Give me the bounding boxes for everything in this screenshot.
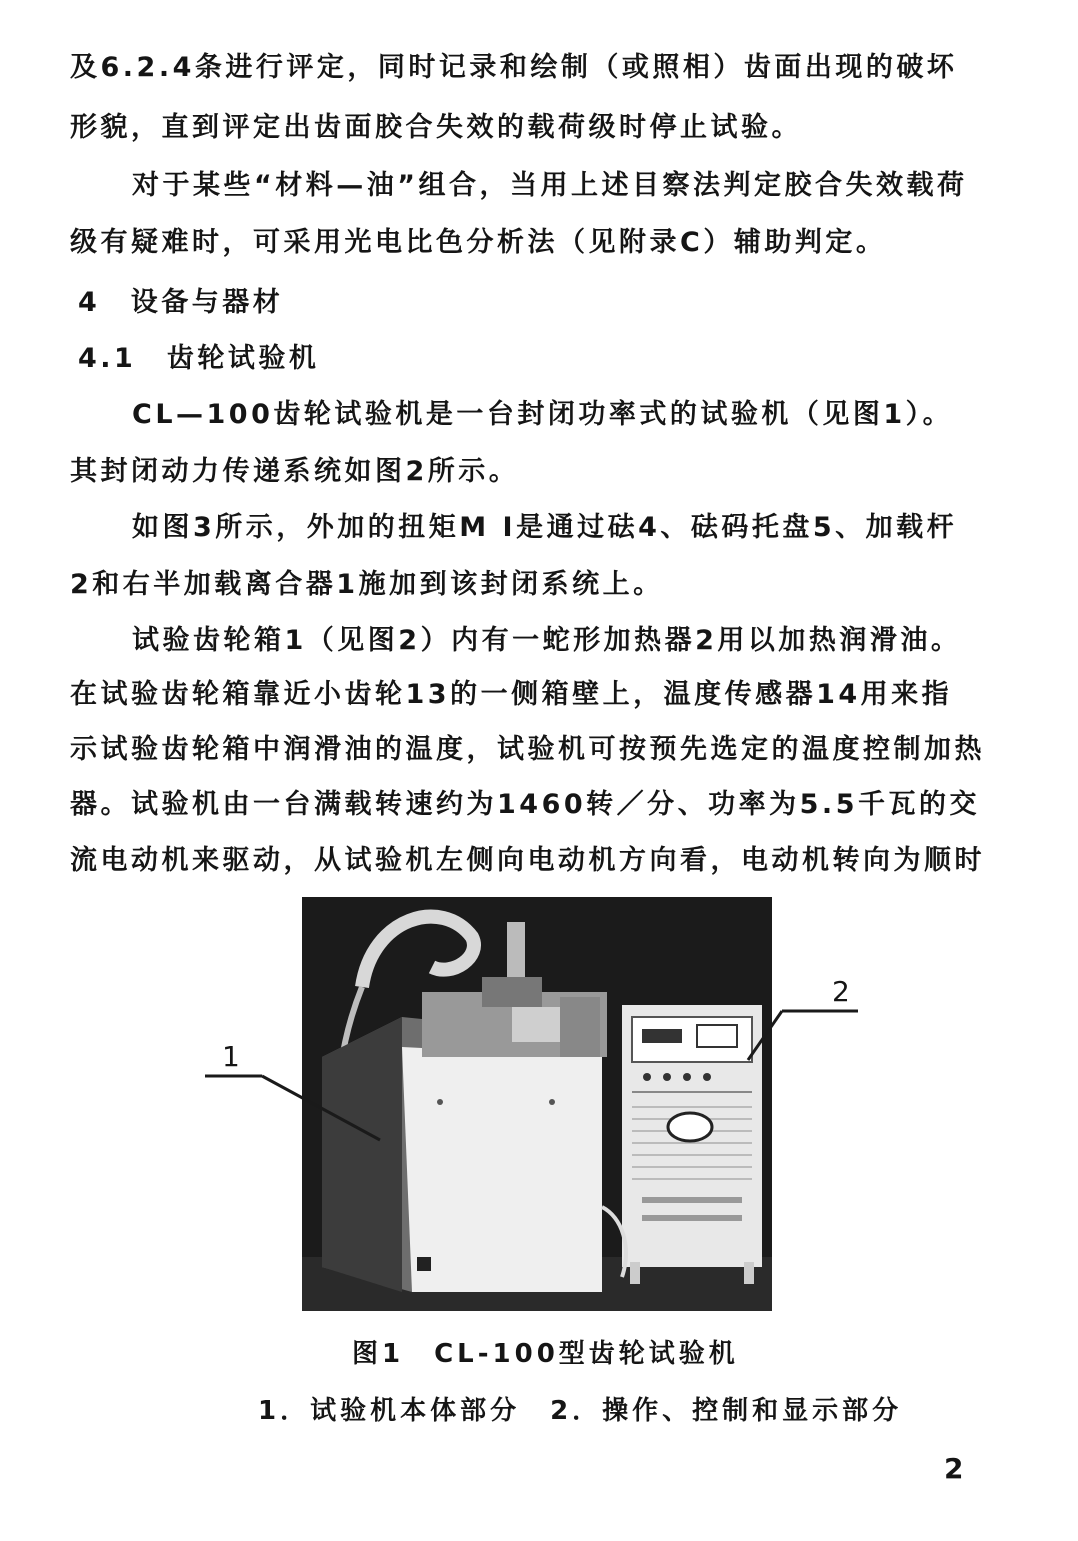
section-heading: 4 设备与器材 [78,287,284,318]
figure-caption: 图1 CL-100型齿轮试验机 [352,1339,739,1369]
text-line-1: 及6.2.4条进行评定，同时记录和绘制（或照相）齿面出现的破坏 [70,52,958,83]
text-line-4: 级有疑难时，可采用光电比色分析法（见附录C）辅助判定。 [70,227,887,258]
text-line-14: 器。试验机由一台满载转速约为1460转／分、功率为5.5千瓦的交 [70,789,980,820]
text-line-2: 形貌，直到评定出齿面胶合失效的载荷级时停止试验。 [70,112,802,143]
text-line-12: 在试验齿轮箱靠近小齿轮13的一侧箱壁上，温度传感器14用来指 [70,679,953,710]
text-line-11: 试验齿轮箱1（见图2）内有一蛇形加热器2用以加热润滑油。 [132,625,962,656]
text-line-15: 流电动机来驱动，从试验机左侧向电动机方向看，电动机转向为顺时 [70,845,985,876]
text-line-3: 对于某些“材料—油”组合，当用上述目察法判定胶合失效载荷 [132,170,968,201]
text-line-8: 其封闭动力传递系统如图2所示。 [70,456,520,487]
figure-label-2: 2 [832,975,850,1008]
text-line-7: CL—100齿轮试验机是一台封闭功率式的试验机（见图1）。 [132,399,954,430]
text-line-9: 如图3所示，外加的扭矩M I是通过砝4、砝码托盘5、加载杆 [132,512,958,543]
figure-label-1: 1 [222,1040,240,1073]
page-number: 2 [944,1452,964,1485]
figure-legend: 1．试验机本体部分 2．操作、控制和显示部分 [258,1396,903,1426]
text-line-13: 示试验齿轮箱中润滑油的温度，试验机可按预先选定的温度控制加热 [70,734,985,765]
text-line-10: 2和右半加载离合器1施加到该封闭系统上。 [70,569,664,600]
subsection-heading: 4.1 齿轮试验机 [78,343,320,374]
